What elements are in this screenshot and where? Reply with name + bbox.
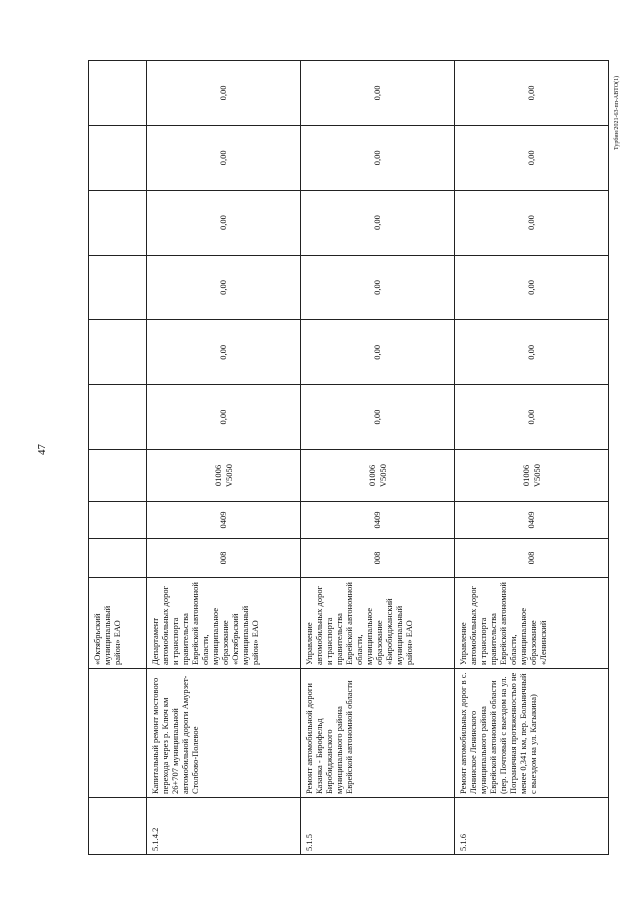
table-row bbox=[301, 61, 455, 855]
cell-value: 0,00 bbox=[455, 61, 609, 126]
cell-value: 0,00 bbox=[147, 320, 301, 385]
table-row-continuation bbox=[89, 61, 147, 855]
cell-value bbox=[89, 190, 147, 255]
cell-grbs: 008 bbox=[147, 539, 301, 578]
cell-executor: «Октябрьский муниципальный район» ЕАО bbox=[89, 578, 147, 669]
cell-csr: 01006 V5050 bbox=[301, 450, 455, 502]
cell-value: 0,00 bbox=[301, 385, 455, 450]
cell-value: 0,00 bbox=[147, 125, 301, 190]
cell-name: Ремонт автомобильных дорог в с. Ленинское Ленинского муниципального района Еврейской автономной области (пер. Почтовый с выездом на ул. Пограничная протяженностью не менее 0,341 км, пер. Больничный с выездом на ул. Кагыкина) bbox=[455, 669, 609, 798]
cell-csr: 01006 V5050 bbox=[455, 450, 609, 502]
cell-value: 0,00 bbox=[301, 255, 455, 320]
page-number: 47 bbox=[36, 444, 48, 455]
cell-value bbox=[89, 61, 147, 126]
cell-grbs bbox=[89, 539, 147, 578]
cell-name: Капитальный ремонт мостового перехода через р. Ключ км 26+707 муниципальной автомобильной дороги Амурзет-Столбово-Полевое bbox=[147, 669, 301, 798]
cell-value bbox=[89, 255, 147, 320]
document-code: Турбин/2021-63-пп-АВТО(1) bbox=[614, 75, 620, 150]
cell-value: 0,00 bbox=[301, 125, 455, 190]
cell-value: 0,00 bbox=[455, 255, 609, 320]
cell-name bbox=[89, 669, 147, 798]
cell-value: 0,00 bbox=[455, 320, 609, 385]
cell-num: 5.1.6 bbox=[455, 798, 609, 855]
cell-rzpr: 0409 bbox=[301, 502, 455, 539]
cell-grbs: 008 bbox=[455, 539, 609, 578]
cell-grbs: 008 bbox=[301, 539, 455, 578]
cell-csr bbox=[89, 450, 147, 502]
cell-num: 5.1.5 bbox=[301, 798, 455, 855]
table-row bbox=[147, 61, 301, 855]
cell-value: 0,00 bbox=[301, 190, 455, 255]
cell-value: 0,00 bbox=[301, 320, 455, 385]
cell-value: 0,00 bbox=[455, 125, 609, 190]
cell-executor: Управление автомобильных дорог и транспорта правительства Еврейской автономной области, муниципальное образование «Биробиджанский муниципальный район» ЕАО bbox=[301, 578, 455, 669]
cell-rzpr bbox=[89, 502, 147, 539]
cell-value: 0,00 bbox=[147, 190, 301, 255]
cell-value: 0,00 bbox=[147, 61, 301, 126]
cell-value bbox=[89, 125, 147, 190]
cell-value: 0,00 bbox=[455, 385, 609, 450]
cell-value: 0,00 bbox=[147, 385, 301, 450]
cell-value: 0,00 bbox=[301, 61, 455, 126]
cell-num: 5.1.4.2 bbox=[147, 798, 301, 855]
budget-table bbox=[88, 60, 609, 855]
cell-rzpr: 0409 bbox=[455, 502, 609, 539]
cell-value: 0,00 bbox=[455, 190, 609, 255]
cell-csr: 01006 V5050 bbox=[147, 450, 301, 502]
cell-value: 0,00 bbox=[147, 255, 301, 320]
cell-executor: Департамент автомобильных дорог и транспорта правительства Еврейской автономной области, муниципальное образование «Октябрьский муниципальный район» ЕАО bbox=[147, 578, 301, 669]
cell-num bbox=[89, 798, 147, 855]
table-row bbox=[455, 61, 609, 855]
cell-value bbox=[89, 320, 147, 385]
cell-name: Ремонт автомобильной дороги Казанка - Бирофельд Биробиджанского муниципального района Еврейской автономной области bbox=[301, 669, 455, 798]
cell-value bbox=[89, 385, 147, 450]
cell-rzpr: 0409 bbox=[147, 502, 301, 539]
cell-executor: Управление автомобильных дорог и транспорта правительства Еврейской автономной области, муниципальное образование «Ленинский bbox=[455, 578, 609, 669]
rotated-table-wrapper bbox=[88, 60, 608, 855]
